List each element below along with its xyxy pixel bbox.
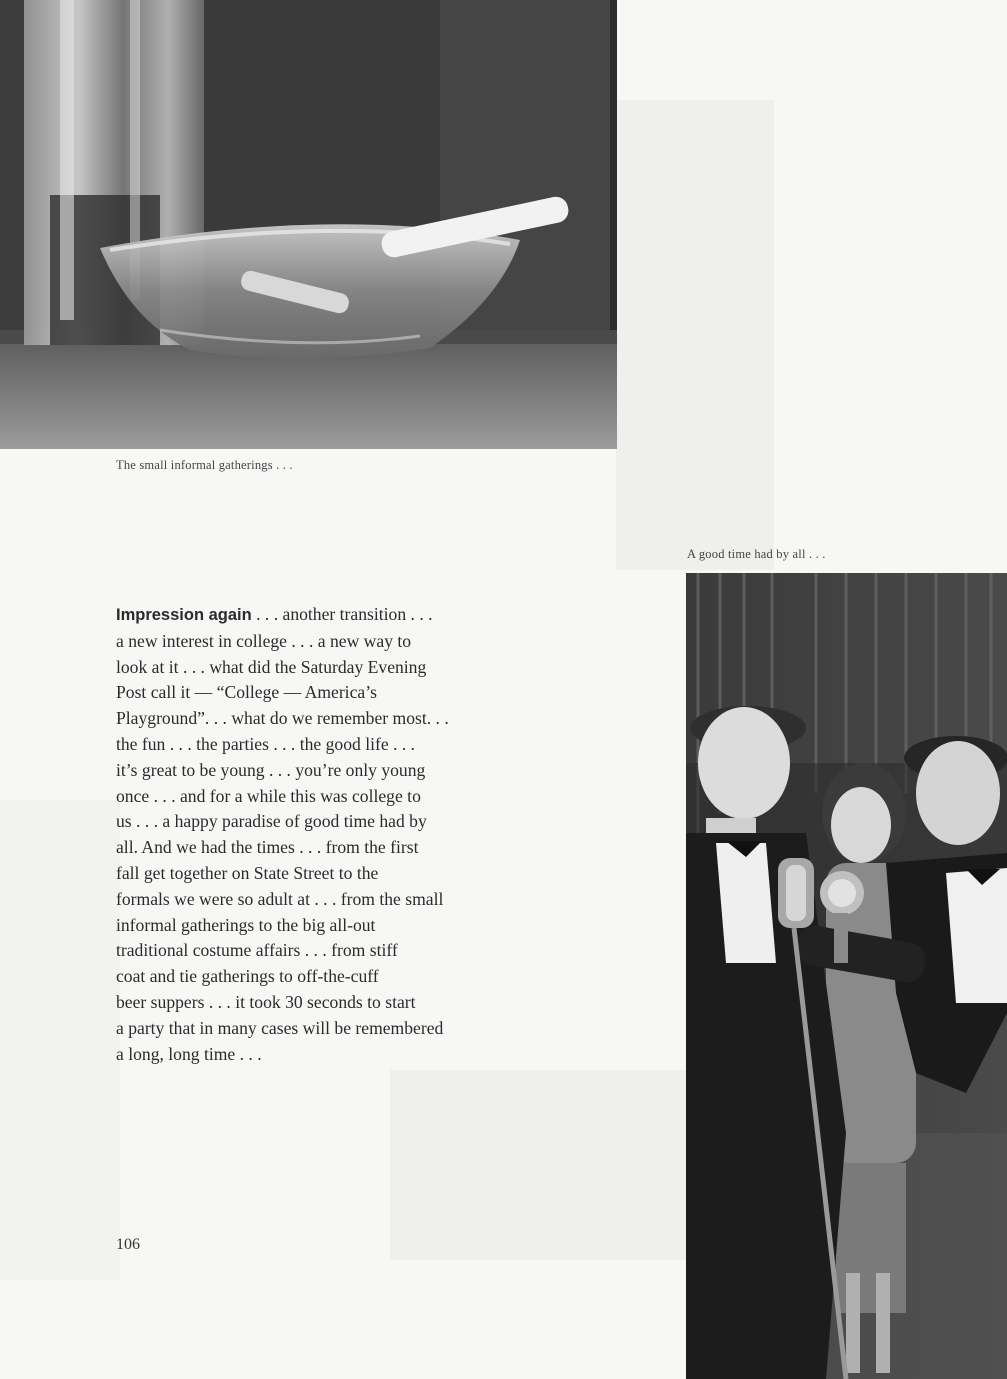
article-line: Post call it — “College — America’s	[116, 682, 377, 703]
article-line: it’s great to be young . . . you’re only young	[116, 759, 426, 780]
show-through-panel	[390, 1070, 690, 1260]
article-line: a new interest in college . . . a new way to	[116, 630, 412, 651]
article-line: traditional costume affairs . . . from stiff	[116, 940, 398, 961]
article-line: once . . . and for a while this was college to	[116, 785, 421, 806]
show-through-panel	[616, 100, 774, 570]
page-number: 106	[116, 1236, 140, 1253]
article-line: a party that in many cases will be remembered	[116, 1017, 444, 1038]
article-line: Playground”. . . what do we remember most. . .	[116, 708, 449, 729]
article-text	[116, 602, 536, 1067]
article-line: formals we were so adult at . . . from the small	[116, 888, 444, 909]
right-photo-caption: A good time had by all . . .	[687, 547, 826, 561]
article-line: a long, long time . . .	[116, 1043, 262, 1064]
article-line-1-rest: . . . another transition . . .	[251, 604, 433, 624]
interview-photo	[686, 573, 1007, 1379]
show-through-panel	[0, 800, 120, 1280]
article-line: fall get together on State Street to the	[116, 862, 379, 883]
article-line: coat and tie gatherings to off-the-cuff	[116, 966, 379, 987]
article-line: informal gatherings to the big all-out	[116, 914, 376, 935]
ashtray-photo-image	[0, 0, 617, 449]
article-line: the fun . . . the parties . . . the good life . . .	[116, 733, 416, 754]
article-line-1	[116, 602, 536, 629]
article-line: us . . . a happy paradise of good time had by	[116, 811, 427, 832]
article-lead: Impression again	[116, 606, 252, 624]
article-line: all. And we had the times . . . from the first	[116, 837, 419, 858]
ashtray-photo	[0, 0, 617, 449]
article-line: look at it . . . what did the Saturday Evening	[116, 656, 427, 677]
interview-photo-image	[686, 573, 1007, 1379]
top-photo-caption: The small informal gatherings . . .	[116, 458, 293, 472]
article-line: beer suppers . . . it took 30 seconds to start	[116, 991, 416, 1012]
